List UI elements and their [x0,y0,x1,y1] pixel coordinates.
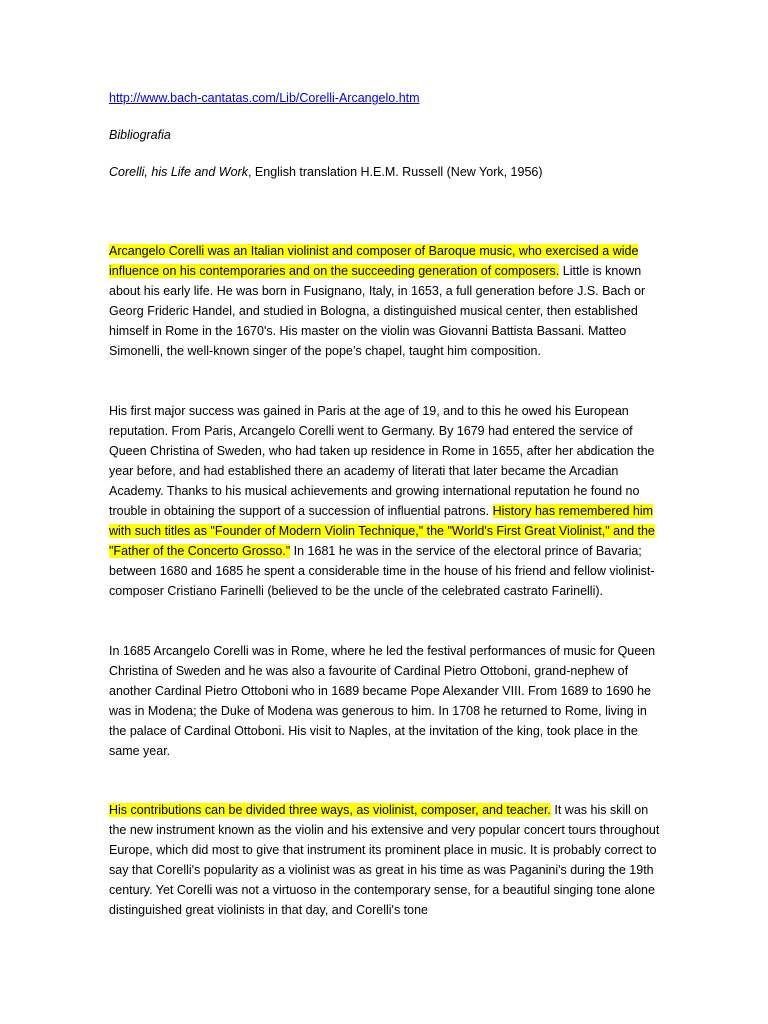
paragraph-4 [109,800,661,920]
paragraph-3-text: In 1685 Arcangelo Corelli was in Rome, where he led the festival performances of music for Queen Christina of Sweden and he was also a favourite of Cardinal Pietro Ottoboni, grand-nephew of another Cardinal Pietro Ottoboni who in 1689 became Pope Alexander VIII. From 1689 to 1690 he was in Modena; the Duke of Modena was generous to him. In 1708 he returned to Rome, living in the palace of Cardinal Ottoboni. His visit to Naples, at the invitation of the king, took place in the same year. [109,644,656,758]
bibliography-entry-details: , English translation H.E.M. Russell (New York, 1956) [247,165,543,179]
paragraph-2-text-after: In 1681 he was in the service of the electoral prince of Bavaria; between 1680 and 1685 he spent a considerable time in the house of his friend and fellow violinist-composer Cristiano Farinelli (believed to be the uncle of the celebrated castrato Farinelli). [109,544,655,598]
paragraph-2-text-before: His first major success was gained in Paris at the age of 19, and to this he owed his European reputation. From Paris, Arcangelo Corelli went to Germany. By 1679 had entered the service of Queen Christina of Sweden, who had taken up residence in Rome in 1655, after her abdication the year before, and had established there an academy of literati that later became the Arcadian Academy. Thanks to his musical achievements and growing international reputation he found no trouble in obtaining the support of a succession of influential patrons. [109,404,655,518]
paragraph-1-highlight: Arcangelo Corelli was an Italian violinist and composer of Baroque music, who exercised a wide influence on his contemporaries and on the succeeding generation of composers. [109,244,639,278]
paragraph-1 [109,241,661,361]
bibliography-entry [109,162,661,182]
paragraph-1-text: Little is known about his early life. He was born in Fusignano, Italy, in 1653, a full generation before J.S. Bach or Georg Frideric Handel, and studied in Bologna, a distinguished musical center, then established himself in Rome in the 1670's. His master on the violin was Giovanni Battista Bassani. Matteo Simonelli, the well-known singer of the pope’s chapel, taught him composition. [109,264,646,358]
bibliography-entry-title: Corelli, his Life and Work [109,165,248,179]
document-page [109,88,661,920]
source-link[interactable]: http://www.bach-cantatas.com/Lib/Corelli-Arcangelo.htm [109,91,420,105]
paragraph-2 [109,401,661,601]
paragraph-4-highlight: His contributions can be divided three ways, as violinist, composer, and teacher. [109,803,551,817]
paragraph-4-text: It was his skill on the new instrument known as the violin and his extensive and very popular concert tours throughout Europe, which did most to give that instrument its prominent place in music. It is probably correct to say that Corelli's popularity as a violinist was as great in his time as was Paganini's during the 19th century. Yet Corelli was not a virtuoso in the contemporary sense, for a beautiful singing tone alone distinguished great violinists in that day, and Corelli's tone [109,803,660,917]
source-link-line [109,88,661,108]
paragraph-2-highlight: History has remembered him with such titles as "Founder of Modern Violin Technique," the "World's First Great Violinist," and the "Father of the Concerto Grosso." [109,504,655,558]
paragraph-3 [109,641,661,761]
bibliography-heading: Bibliografia [109,128,171,142]
